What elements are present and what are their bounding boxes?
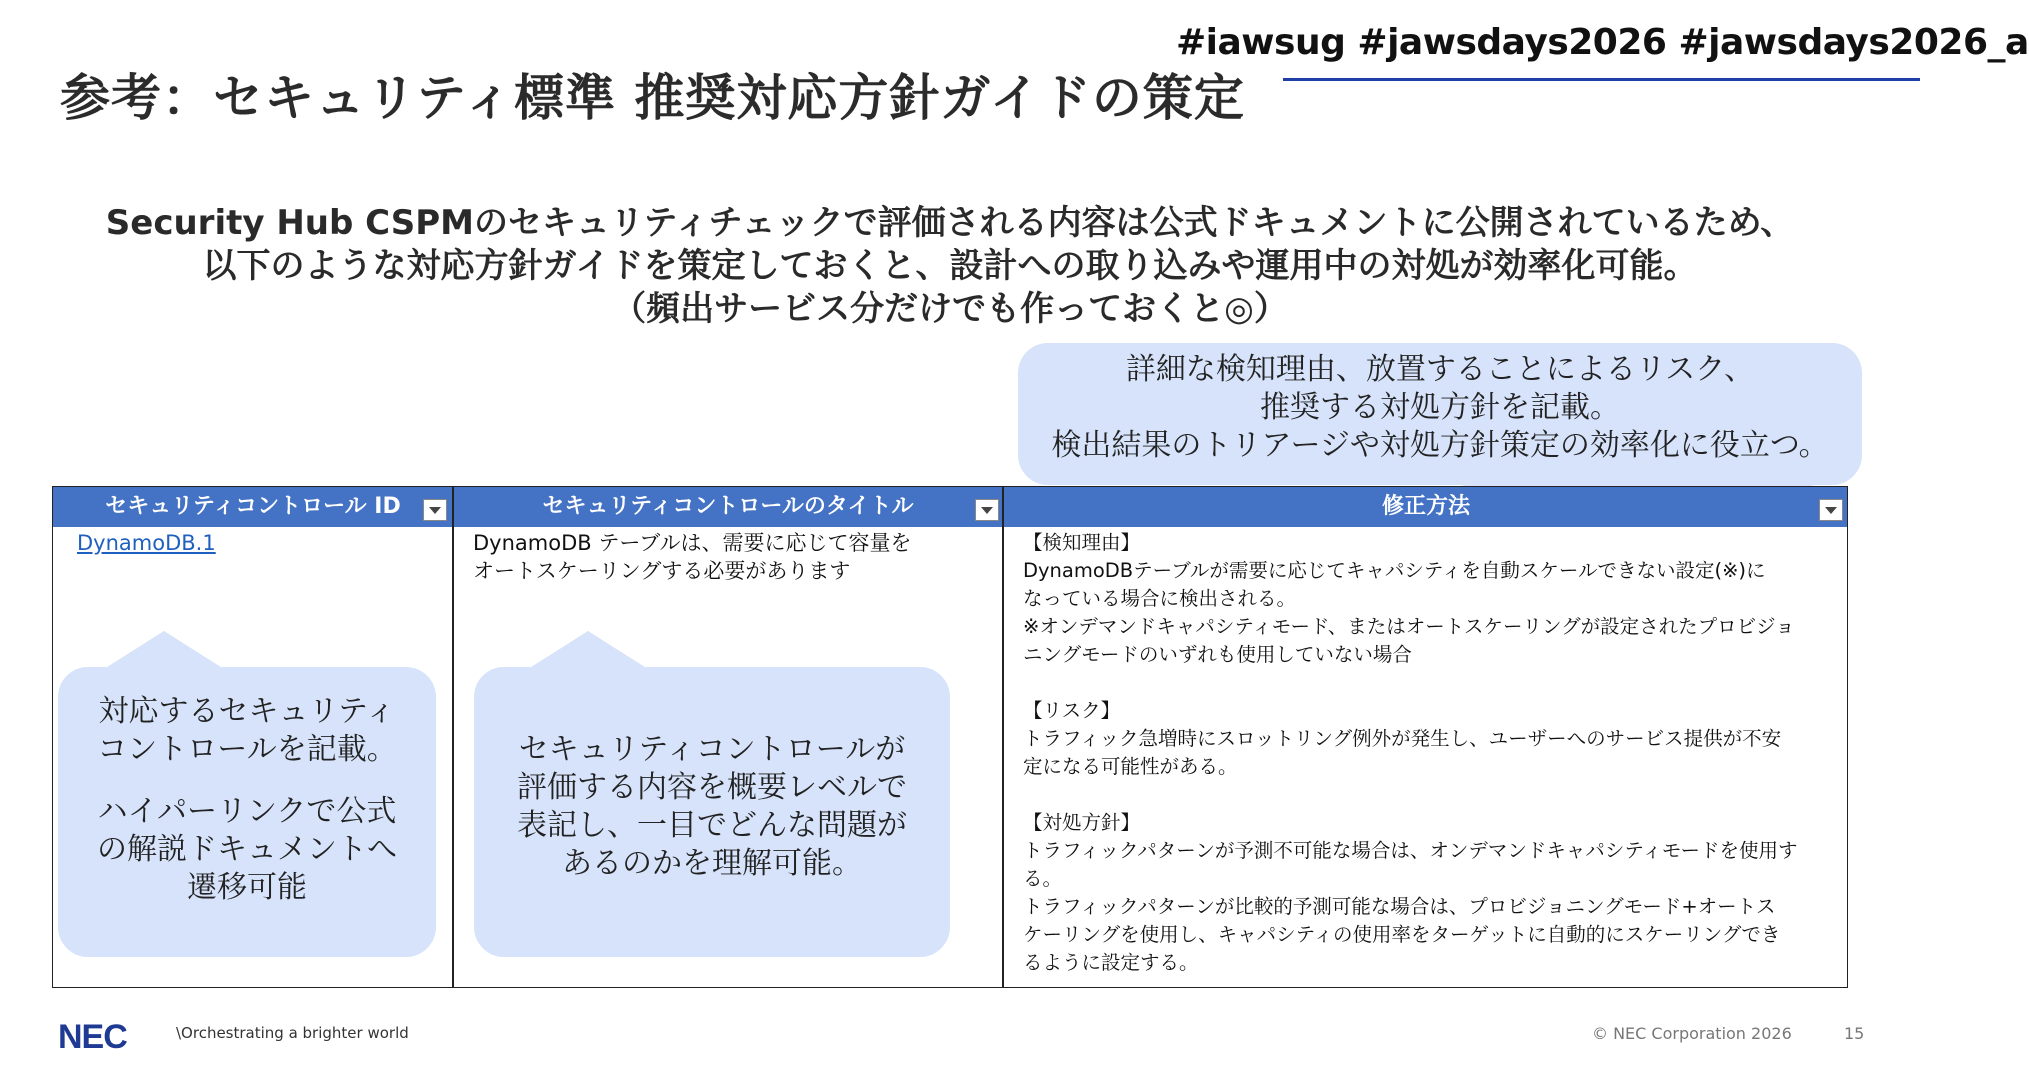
callout-line: コントロールを記載。 [97,732,397,767]
intro-line: （頻出サービス分だけでも作っておくと◎） [612,289,1288,329]
fix-line: なっている場合に検出される。 [1023,587,1297,610]
fix-line: DynamoDBテーブルが需要に応じてキャパシティを自動スケールできない設定(※)に [1023,559,1766,582]
callout-fix-explanation [1018,343,1862,485]
footer-tagline: \Orchestrating a brighter world [176,1024,409,1042]
callout-line: セキュリティコントロールが [518,732,906,767]
callout-tail [104,631,224,669]
callout-line [58,769,436,793]
callout-line: あるのかを理解可能。 [562,846,862,881]
control-id-link[interactable]: DynamoDB.1 [77,531,216,555]
header-control-id: セキュリティコントロール ID [105,494,401,519]
filter-dropdown-icon[interactable] [975,499,999,521]
intro-text [60,202,1840,331]
fix-line: ニングモードのいずれも使用していない場合 [1023,643,1412,666]
callout-line: 検出結果のトリアージや対処方針策定の効率化に役立つ。 [1051,428,1829,463]
title-line: オートスケーリングする必要があります [473,559,851,583]
callout-control-id [58,667,436,957]
callout-line: 詳細な検知理由、放置することによるリスク、 [1125,352,1755,387]
cell-fix-method [1023,529,1843,977]
intro-line: 以下のような対応方針ガイドを策定しておくと、設計への取り込みや運用中の対処が効率化可能。 [202,246,1698,286]
fix-line: る。 [1023,867,1063,890]
column-divider [1002,487,1004,987]
callout-line: 表記し、一目でどんな問題が [517,808,907,843]
header-control-title: セキュリティコントロールのタイトル [542,494,914,519]
callout-control-title [474,667,950,957]
nec-logo: NEC [58,1018,127,1056]
callout-line: 評価する内容を概要レベルで [517,770,907,805]
cell-control-id [77,529,216,557]
fix-line: ※オンデマンドキャパシティモード、またはオートスケーリングが設定されたプロビジョ [1023,615,1795,638]
fix-line: ケーリングを使用し、キャパシティの使用率をターゲットに自動的にスケーリングでき [1023,923,1781,946]
fix-line: 定になる可能性がある。 [1023,755,1238,778]
column-divider [452,487,454,987]
intro-line: Security Hub CSPMのセキュリティチェックで評価される内容は公式ドキュメントに公開されているため、 [105,203,1795,243]
page-number: 15 [1844,1024,1865,1043]
callout-line: 遷移可能 [187,870,307,905]
filter-dropdown-icon[interactable] [423,499,447,521]
detection-heading: 【検知理由】 [1023,531,1141,554]
table-header [53,487,1847,527]
header-fix-method: 修正方法 [1381,494,1470,519]
fix-line: トラフィックパターンが比較的予測可能な場合は、プロビジョニングモード+オートス [1023,895,1776,918]
callout-line: 対応するセキュリティ [98,694,396,729]
filter-dropdown-icon[interactable] [1819,499,1843,521]
slide-title: 参考：セキュリティ標準 推奨対応方針ガイドの策定 [60,69,1245,127]
policy-heading: 【対処方針】 [1023,811,1141,834]
title-line: DynamoDB テーブルは、需要に応じて容量を [473,531,912,555]
fix-line: るように設定する。 [1023,951,1199,974]
copyright: © NEC Corporation 2026 [1592,1024,1792,1043]
risk-heading: 【リスク】 [1023,699,1121,722]
hashtags: #iawsug #jawsdays2026 #jawsdays2026_a [1176,22,2029,63]
callout-tail [528,631,648,669]
callout-line: の解説ドキュメントへ [97,832,397,867]
hashtag-underline [1283,78,1920,81]
cell-control-title [473,529,993,585]
callout-line: 推奨する対処方針を記載。 [1260,390,1620,425]
fix-line: トラフィック急増時にスロットリング例外が発生し、ユーザーへのサービス提供が不安 [1023,727,1782,750]
fix-line: トラフィックパターンが予測不可能な場合は、オンデマンドキャパシティモードを使用す [1023,839,1798,862]
callout-line: ハイパーリンクで公式 [97,794,397,829]
